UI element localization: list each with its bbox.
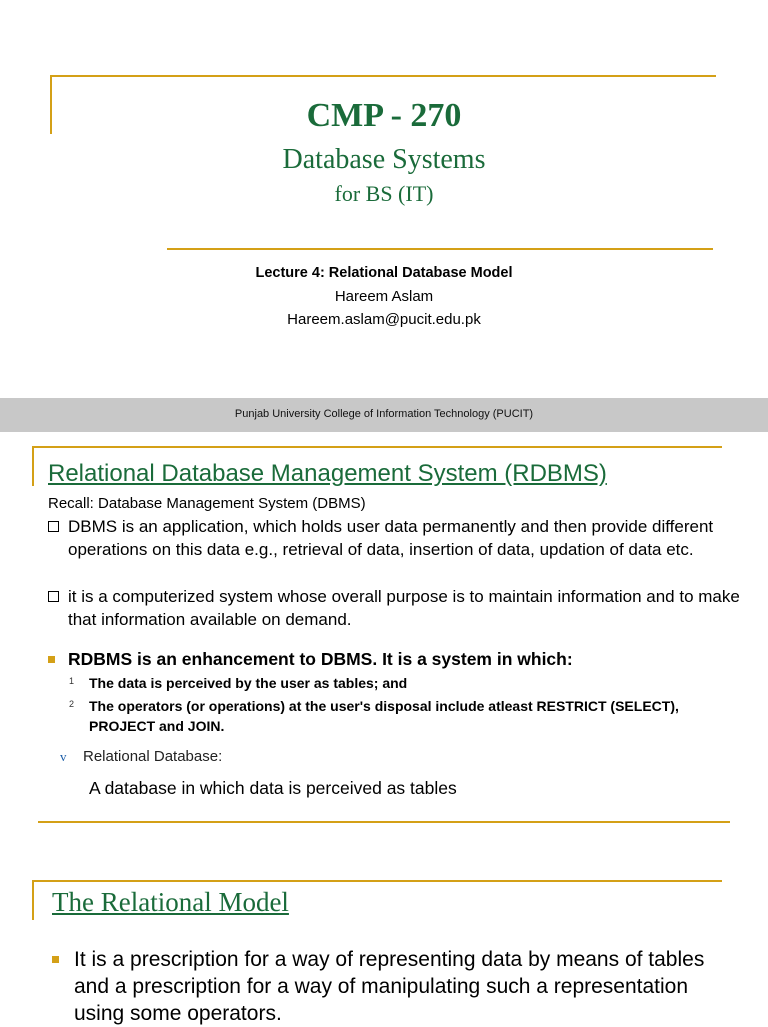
slide-footer-bar <box>0 398 768 432</box>
footer-institution-text: Punjab University College of Information Technology (PUCIT) <box>234 408 534 420</box>
relational-db-label: Relational Database: <box>83 748 223 765</box>
dbms-point-2-text: it is a computerized system whose overall purpose is to maintain information and to make that information available on demand. <box>68 587 740 629</box>
course-code-title: CMP - 270 <box>306 97 462 134</box>
slide1-mid-rule <box>167 248 713 250</box>
relational-model-title: The Relational Model <box>52 887 289 917</box>
v-bullet-icon: v <box>60 749 67 764</box>
dbms-point-1 <box>48 515 748 561</box>
recall-line: Recall: Database Management System (DBMS) <box>48 495 366 512</box>
checkbox-bullet-icon <box>48 521 59 532</box>
slide3-left-rule <box>32 880 34 920</box>
audience-label: for BS (IT) <box>334 181 434 206</box>
slide2-left-rule <box>32 446 34 486</box>
dbms-point-2 <box>48 585 748 631</box>
slide3-top-rule <box>32 880 722 882</box>
sub-number-1: 1 <box>69 676 75 686</box>
relational-model-description: It is a prescription for a way of representing data by means of tables and a prescription for a way of manipulating such a representation using some operators. <box>74 948 705 1025</box>
author-email: Hareem.aslam@pucit.edu.pk <box>287 311 481 328</box>
rdbms-intro: RDBMS is an enhancement to DBMS. It is a system in which: <box>68 649 573 669</box>
slide1-top-rule <box>50 75 716 77</box>
dbms-point-1-text: DBMS is an application, which holds user data permanently and then provide different operations on this data e.g., retrieval of data, insertion of data, updation of data etc. <box>68 517 714 559</box>
course-name-subtitle: Database Systems <box>282 144 486 175</box>
slide2-bottom-rule <box>38 821 730 823</box>
slide2-top-rule <box>32 446 722 448</box>
sub-number-2: 2 <box>69 699 75 709</box>
relational-db-definition: A database in which data is perceived as tables <box>89 778 457 798</box>
checkbox-bullet-icon <box>48 591 59 602</box>
square-bullet-icon <box>52 956 59 963</box>
sub-point-2: The operators (or operations) at the user's disposal include atleast RESTRICT (SELECT), PROJECT and JOIN. <box>89 698 679 734</box>
rdbms-slide-title: Relational Database Management System (RDBMS) <box>48 460 607 487</box>
author-name: Hareem Aslam <box>334 288 434 305</box>
lecture-title: Lecture 4: Relational Database Model <box>255 265 513 281</box>
sub-point-1: The data is perceived by the user as tables; and <box>89 675 408 691</box>
square-bullet-icon <box>48 656 55 663</box>
